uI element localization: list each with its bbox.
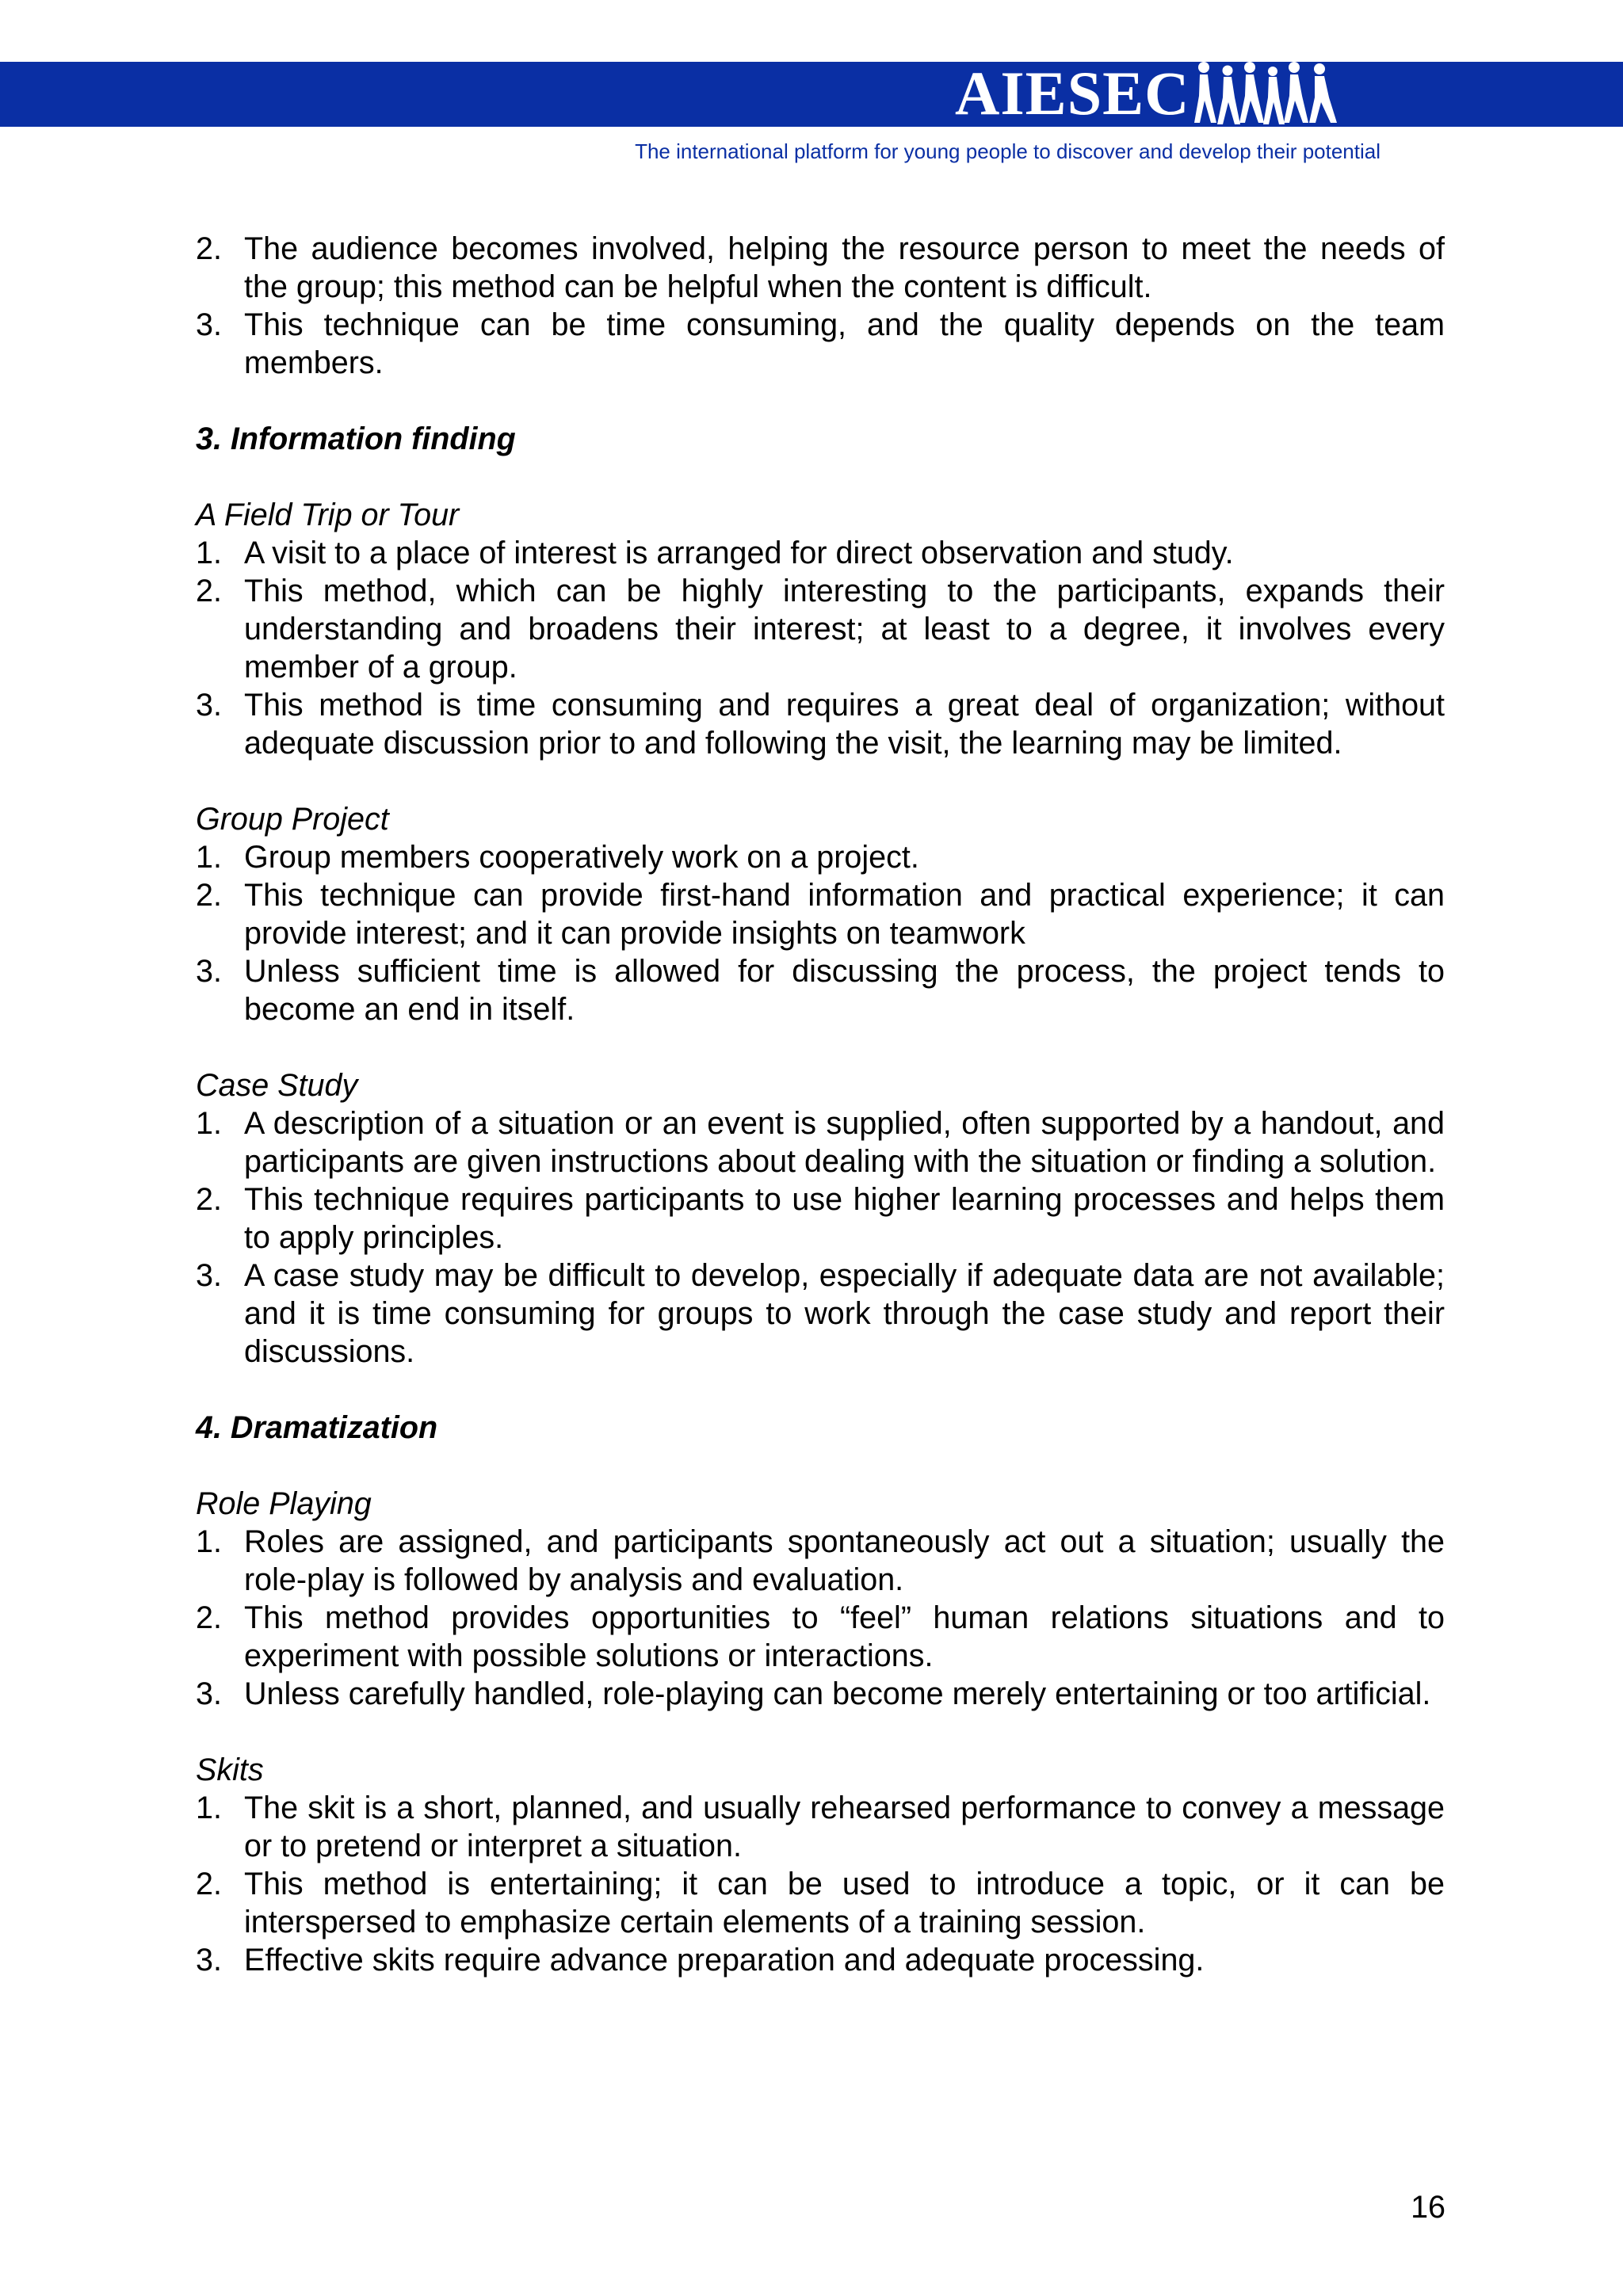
- subsection-heading: Skits: [196, 1753, 264, 1787]
- section-heading: 3. Information finding: [196, 421, 516, 456]
- list-item: 2. This technique requires participants to use higher learning processes and helps them to apply principles.: [196, 1182, 1445, 1255]
- subsection-case-study: [196, 1066, 1445, 1371]
- intro-list: [196, 230, 1445, 382]
- subsection-role-playing: [196, 1485, 1445, 1713]
- list-item: 3. Effective skits require advance preparation and adequate processing.: [196, 1943, 1205, 1978]
- subsection-heading: Role Playing: [196, 1486, 372, 1521]
- list-item: 1. The skit is a short, planned, and usually rehearsed performance to convey a message or to pretend or interpret a situation.: [196, 1791, 1445, 1863]
- list-item: 2. This method, which can be highly interesting to the participants, expands their understanding and broadens their interest; at least to a degree, it involves every member of a group.: [196, 574, 1445, 685]
- page-number: 16: [1411, 2190, 1445, 2225]
- header-bar: [0, 59, 1623, 128]
- list-item: 3. This method is time consuming and requires a great deal of organization; without adequate discussion prior to and following the visit, the learning may be limited.: [196, 688, 1445, 761]
- subsection-heading: Case Study: [196, 1068, 358, 1103]
- list-item: 1. A description of a situation or an event is supplied, often supported by a handout, and participants are given instructions about dealing with the situation or finding a solution.: [196, 1106, 1445, 1179]
- walking-people-icon: [1193, 59, 1351, 128]
- subsection-heading: A Field Trip or Tour: [196, 498, 460, 532]
- list-item: 2. The audience becomes involved, helping the resource person to meet the needs of the group; this method can be helpful when the content is difficult.: [196, 231, 1445, 304]
- list-item: 1. Roles are assigned, and participants spontaneously act out a situation; usually the role-play is followed by analysis and evaluation.: [196, 1524, 1445, 1597]
- page-content: [196, 230, 1445, 1979]
- aiesec-logo: [955, 55, 1351, 132]
- list-item: 2. This technique can provide first-hand information and practical experience; it can provide interest; and it can provide insights on teamwork: [196, 878, 1445, 951]
- logo-text: AIESEC: [955, 59, 1190, 128]
- section-heading: 4. Dramatization: [196, 1410, 438, 1445]
- subsection-field-trip: [196, 496, 1445, 762]
- list-item: 3. This technique can be time consuming, and the quality depends on the team members.: [196, 307, 1445, 380]
- list-item: 3. Unless sufficient time is allowed for discussing the process, the project tends to become an end in itself.: [196, 954, 1445, 1027]
- subsection-heading: Group Project: [196, 802, 389, 837]
- subsection-skits: [196, 1751, 1445, 1979]
- header-tagline: The international platform for young people to discover and develop their potential: [635, 139, 1381, 163]
- list-item: 3. Unless carefully handled, role-playing can become merely entertaining or too artificial.: [196, 1676, 1431, 1711]
- subsection-group-project: [196, 800, 1445, 1028]
- list-item: 1. Group members cooperatively work on a project.: [196, 840, 919, 875]
- list-item: 1. A visit to a place of interest is arranged for direct observation and study.: [196, 536, 1234, 570]
- list-item: 2. This method provides opportunities to “feel” human relations situations and to experiment with possible solutions or interactions.: [196, 1600, 1445, 1673]
- list-item: 2. This method is entertaining; it can be used to introduce a topic, or it can be interspersed to emphasize certain elements of a training session.: [196, 1867, 1445, 1939]
- list-item: 3. A case study may be difficult to develop, especially if adequate data are not available; and it is time consuming for groups to work through the case study and report their discussions.: [196, 1258, 1445, 1369]
